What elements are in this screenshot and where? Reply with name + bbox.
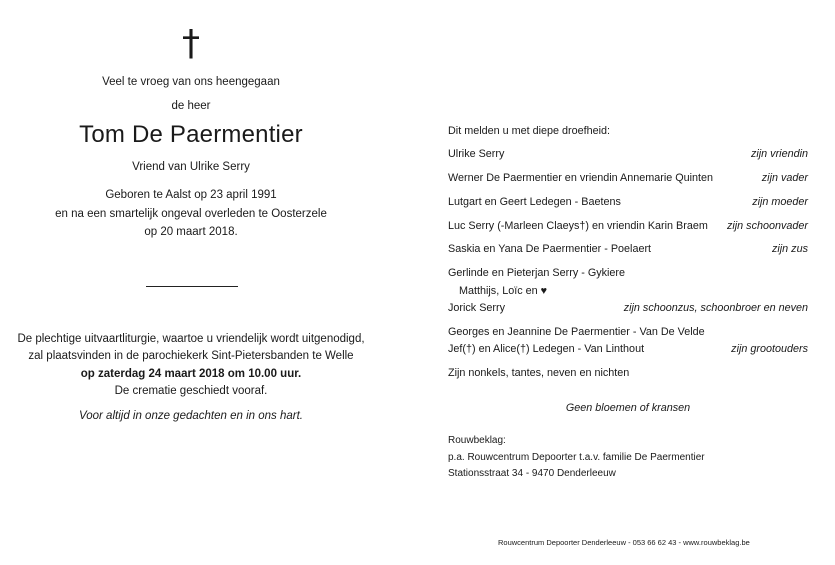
salutation: de heer xyxy=(171,100,211,112)
condolence-address-line1: p.a. Rouwcentrum Depoorter t.a.v. familie De Paermentier xyxy=(448,452,705,463)
condolence-title-label: Rouwbeklag: xyxy=(448,435,506,446)
family-name: Lutgart en Geert Ledegen - Baetens xyxy=(448,196,621,208)
family-name: Zijn nonkels, tantes, neven en nichten xyxy=(448,367,630,379)
relation-text: Vriend van Ulrike Serry xyxy=(132,161,250,173)
family-name: Ulrike Serry xyxy=(448,148,505,160)
cross-icon: † xyxy=(182,23,200,64)
family-name: Saskia en Yana De Paermentier - Poelaert xyxy=(448,243,652,255)
family-name: Georges en Jeannine De Paermentier - Van De Velde xyxy=(448,326,705,338)
intro-text: Veel te vroeg van ons heengegaan xyxy=(102,76,280,88)
birth-text: Geboren te Aalst op 23 april 1991 xyxy=(105,189,277,201)
family-relation: zijn vriendin xyxy=(750,148,808,160)
family-name: Jorick Serry xyxy=(448,302,505,314)
death-text-line1: en na een smartelijk ongeval overleden te Oosterzele xyxy=(55,208,327,220)
ceremony-date: op zaterdag 24 maart 2018 om 10.00 uur. xyxy=(80,368,302,380)
ceremony-line2: zal plaatsvinden in de parochiekerk Sint-Pietersbanden te Welle xyxy=(28,350,354,362)
family-name: Matthijs, Loïc en ♥ xyxy=(459,285,548,297)
family-relation: zijn moeder xyxy=(752,196,808,208)
cremation-text: De crematie geschiedt vooraf. xyxy=(114,385,268,397)
death-text-line2: op 20 maart 2018. xyxy=(144,226,238,238)
announce-label: Dit melden u met diepe droefheid: xyxy=(448,125,611,137)
family-name: Luc Serry (-Marleen Claeys†) en vriendin Karin Braem xyxy=(448,220,708,232)
family-name: Gerlinde en Pieterjan Serry - Gykiere xyxy=(448,267,626,279)
family-relation: zijn zus xyxy=(771,243,808,255)
deceased-name: Tom De Paermentier xyxy=(79,121,303,148)
family-name: Werner De Paermentier en vriendin Annemarie Quinten xyxy=(448,172,714,184)
family-relation: zijn schoonvader xyxy=(726,220,808,232)
no-flowers-text: Geen bloemen of kransen xyxy=(565,402,691,414)
family-relation: zijn schoonzus, schoonbroer en neven xyxy=(623,302,808,314)
family-relation: zijn vader xyxy=(761,172,808,184)
family-name: Jef(†) en Alice(†) Ledegen - Van Linthout xyxy=(448,343,645,355)
footer-text: Rouwcentrum Depoorter Denderleeuw - 053 66 62 43 - www.rouwbeklag.be xyxy=(498,538,750,547)
closing-text: Voor altijd in onze gedachten en in ons hart. xyxy=(79,410,303,422)
divider xyxy=(146,286,238,287)
condolence-address-line2: Stationsstraat 34 - 9470 Denderleeuw xyxy=(448,468,616,479)
ceremony-line1: De plechtige uitvaartliturgie, waartoe u vriendelijk wordt uitgenodigd, xyxy=(17,333,365,345)
family-relation: zijn grootouders xyxy=(731,343,808,355)
